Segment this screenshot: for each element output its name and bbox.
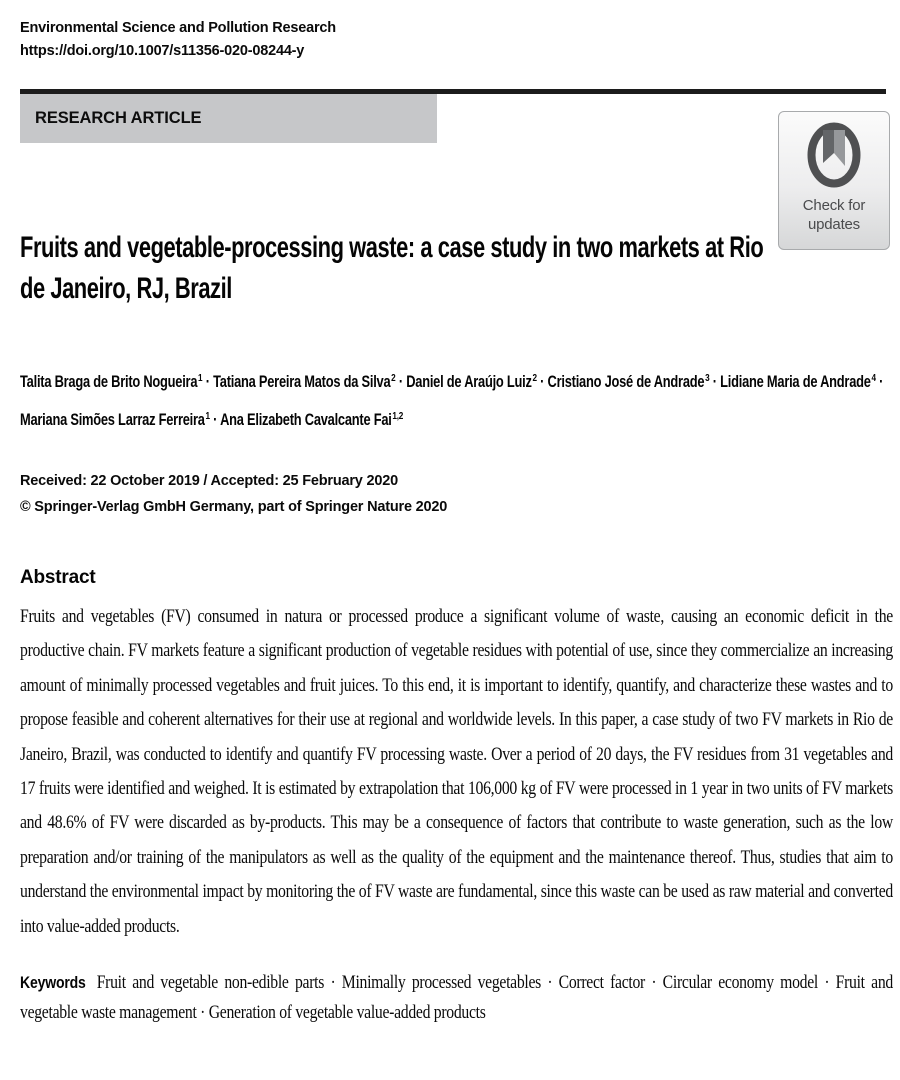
copyright-line: © Springer-Verlag GmbH Germany, part of Springer Nature 2020: [20, 499, 448, 515]
author-affiliation-number: 1,2: [392, 409, 404, 422]
author-affiliation-number: 1: [205, 409, 210, 422]
check-for-updates-label: [779, 196, 889, 234]
received-accepted-dates: Received: 22 October 2019 / Accepted: 25 February 2020: [20, 473, 398, 489]
author-name: Mariana Simões Larraz Ferreira$^1$: [20, 409, 210, 429]
keyword-list: Fruit and vegetable non-edible parts · Minimally processed vegetables · Correct factor · Circular economy model · Fruit and vegetable waste management · Generation of vegetable value-added products: [20, 973, 893, 1024]
author-affiliation-number: 2: [532, 371, 537, 384]
author-list: Talita Braga de Brito Nogueira$^1$ · Tatiana Pereira Matos da Silva$^2$ · Daniel de Araújo Luiz$^2$ · Cristiano José de Andrade$^3$ · Lidiane Maria de Andrade$^4$ · Mariana Simões Larraz Ferreira$^1$ · Ana Elizabeth Cavalcante Fai$^{1,2}$: [20, 371, 884, 429]
journal-name: Environmental Science and Pollution Research: [20, 20, 336, 36]
author-affiliation-number: 3: [705, 371, 710, 384]
badge-text-line2: updates: [808, 216, 860, 233]
crossmark-icon: [806, 121, 862, 189]
author-name: Cristiano José de Andrade$^3$: [547, 371, 710, 391]
article-title: Fruits and vegetable-processing waste: a case study in two markets at Rio de Janeiro, RJ, Brazil: [20, 231, 764, 305]
check-for-updates-badge[interactable]: [778, 111, 890, 250]
author-affiliation-number: 1: [198, 371, 203, 384]
badge-text-line1: Check for: [802, 197, 866, 214]
author-affiliation-number: 2: [391, 371, 396, 384]
abstract-text: Fruits and vegetables (FV) consumed in natura or processed produce a significant volume of waste, causing an economic deficit in the productive chain. FV markets feature a significant production of vegetable residues with potential of use, since they commercialize an increasing amount of minimally processed vegetables and fruit juices. To this end, it is important to identify, quantify, and characterize these wastes and to propose feasible and coherent alternatives for their use at regional and worldwide levels. In this paper, a case study of two FV markets in Rio de Janeiro, Brazil, was conducted to identify and quantify FV processing waste. Over a period of 20 days, the FV residues from 31 vegetables and 17 fruits were identified and weighed. It is estimated by extrapolation that 106,000 kg of FV were processed in 1 year in two units of FV markets and 48.6% of FV were discarded as by-products. This may be a consequence of factors that contribute to waste generation, such as the low preparation and/or training of the manipulators as well as the quality of the equipment and the maintenance thereof. Thus, studies that aim to understand the environmental impact by monitoring the of FV waste are fundamental, since this waste can be used as raw material and converted into value-added products.: [20, 607, 893, 937]
abstract-heading: Abstract: [20, 567, 96, 588]
keywords-block: [20, 968, 893, 1028]
author-name: Ana Elizabeth Cavalcante Fai$^{1,2}$: [220, 409, 404, 429]
keywords-label: Keywords: [20, 974, 86, 993]
author-name: Tatiana Pereira Matos da Silva$^2$: [213, 371, 396, 391]
author-name: Talita Braga de Brito Nogueira$^1$: [20, 371, 203, 391]
doi-link[interactable]: https://doi.org/10.1007/s11356-020-08244-y: [20, 43, 305, 59]
article-type-label: RESEARCH ARTICLE: [35, 109, 202, 127]
author-name: Daniel de Araújo Luiz$^2$: [406, 371, 537, 391]
author-affiliation-number: 4: [871, 371, 876, 384]
author-name: Lidiane Maria de Andrade$^4$: [720, 371, 876, 391]
article-type-bar: [20, 94, 437, 143]
